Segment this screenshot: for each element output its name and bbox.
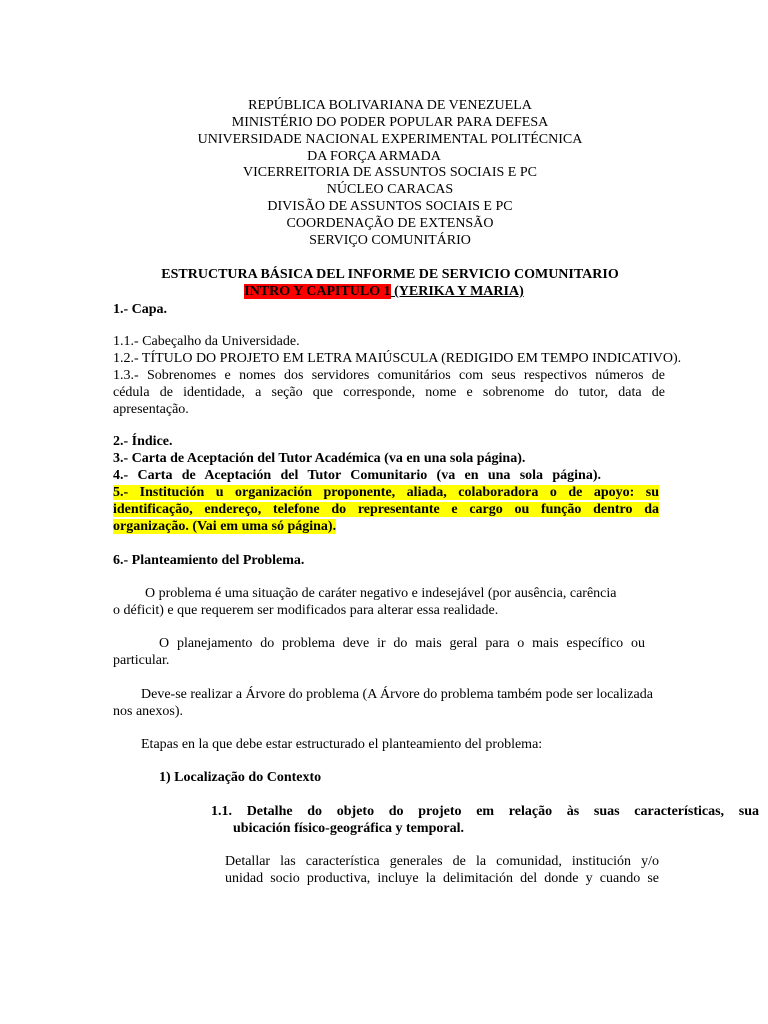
item-1-3-line-1: 1.3.- Sobrenomes e nomes dos servidores comunitários com seus respectivos números de — [113, 368, 665, 383]
header-line-1: REPÚBLICA BOLIVARIANA DE VENEZUELA — [248, 98, 532, 113]
section-5-line-1-text: 5.- Institución u organización proponente, aliada, colaboradora o de apoyo: su — [113, 485, 659, 500]
section-5-line-2-text: identificação, endereço, telefone do representante e cargo ou função dentro da — [113, 502, 659, 517]
header-line-2: MINISTÉRIO DO PODER POPULAR PARA DEFESA — [231, 115, 549, 130]
header-line-5: VICERREITORIA DE ASSUNTOS SOCIAIS E PC — [243, 165, 537, 180]
section-1-heading: 1.- Capa. — [113, 302, 168, 317]
paragraph-5-line-1: Detallar las característica generales de la comunidad, institución y/o — [225, 854, 659, 869]
header-line-3: UNIVERSIDADE NACIONAL EXPERIMENTAL POLITÉCNICA — [197, 132, 583, 147]
header-line-4: DA FORÇA ARMADA — [307, 149, 441, 164]
header-line-6: NÚCLEO CARACAS — [326, 182, 454, 197]
document-title: ESTRUCTURA BÁSICA DEL INFORME DE SERVICIO COMUNITARIO — [161, 267, 619, 282]
paragraph-2-line-1: O planejamento do problema deve ir do mais geral para o mais específico ou — [159, 636, 645, 651]
paragraph-1-line-1: O problema é uma situação de caráter negativo e indesejável (por ausência, carência — [145, 586, 617, 601]
item-1-1: 1.1.- Cabeçalho da Universidade. — [113, 334, 300, 349]
section-6-heading: 6.- Planteamiento del Problema. — [113, 553, 305, 568]
paragraph-4: Etapas en la que debe estar estructurado el planteamiento del problema: — [141, 737, 543, 752]
subsection-1-1-line-1: 1.1. Detalhe do objeto do projeto em relação às suas características, sua — [211, 804, 759, 819]
paragraph-5-line-2: unidad socio productiva, incluye la delimitación del donde y cuando se — [225, 871, 659, 886]
subtitle-rest: (YERIKA Y MARIA) — [390, 284, 524, 299]
paragraph-1-line-2: o déficit) e que requerem ser modificados para alterar essa realidade. — [113, 603, 499, 618]
item-1-2: 1.2.- TÍTULO DO PROJETO EM LETRA MAIÚSCULA (REDIGIDO EM TEMPO INDICATIVO). — [113, 351, 682, 366]
section-3-heading: 3.- Carta de Aceptación del Tutor Académica (va en una sola página). — [113, 451, 526, 466]
subtitle-highlight: INTRO Y CAPITULO 1 — [244, 284, 391, 299]
section-4-heading: 4.- Carta de Aceptación del Tutor Comunitario (va en una sola página). — [113, 468, 601, 483]
subsection-1-heading: 1) Localização do Contexto — [159, 770, 322, 785]
section-5-line-3 — [113, 518, 336, 535]
section-5-line-1 — [113, 484, 659, 501]
header-line-9: SERVIÇO COMUNITÁRIO — [309, 233, 471, 248]
section-2-heading: 2.- Índice. — [113, 434, 173, 449]
section-5-line-3-text: organização. (Vai em uma só página). — [113, 519, 337, 534]
subsection-1-1-line-2: ubicación físico-geográfica y temporal. — [233, 821, 464, 836]
item-1-3-line-2: cédula de identidade, a seção que corresponde, nome e sobrenome do tutor, data de — [113, 385, 665, 400]
item-1-3-line-3: apresentação. — [113, 402, 189, 417]
header-line-7: DIVISÃO DE ASSUNTOS SOCIAIS E PC — [267, 199, 513, 214]
header-line-8: COORDENAÇÃO DE EXTENSÃO — [286, 216, 494, 231]
section-5-line-2 — [113, 501, 659, 518]
paragraph-3-line-2: nos anexos). — [113, 704, 183, 719]
document-subtitle — [0, 283, 768, 300]
paragraph-2-line-2: particular. — [113, 653, 170, 668]
paragraph-3-line-1: Deve-se realizar a Árvore do problema (A Árvore do problema também pode ser localizada — [141, 687, 653, 702]
